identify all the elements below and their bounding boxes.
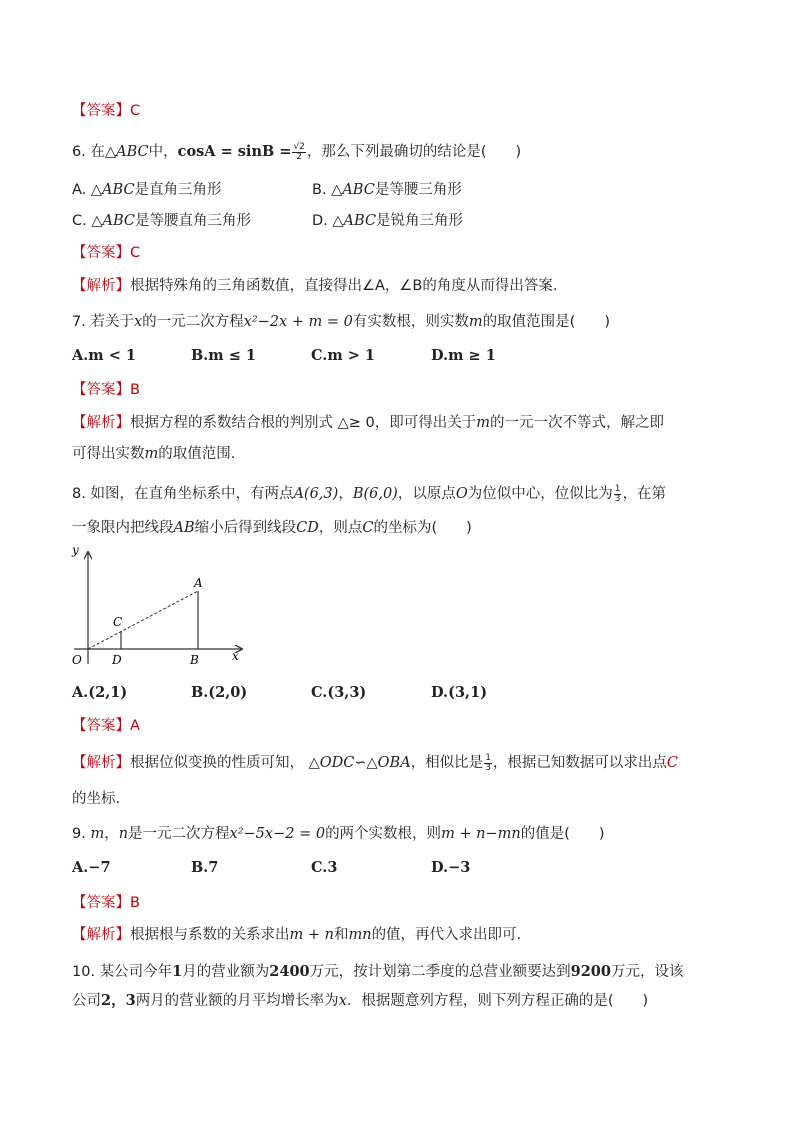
option-a: A.m < 1 bbox=[72, 347, 136, 364]
q9-stem: 9. m，n是一元二次方程x²−5x−2 = 0的两个实数根，则m + n−mn的值是( ) bbox=[72, 826, 605, 842]
math-equation: cosA = sinB = bbox=[177, 143, 292, 160]
analysis-label: 【解析】 bbox=[72, 278, 130, 294]
q8-answer-line: 【答案】A bbox=[72, 718, 140, 734]
q10-stem-cont: 公司2，3两月的营业额的月平均增长率为x．根据题意列方程，则下列方程正确的是( ) bbox=[72, 992, 649, 1009]
point-a-label: A bbox=[194, 576, 203, 590]
answer-label: 【答案】 bbox=[72, 103, 130, 119]
q10-stem: 10. 某公司今年1月的营业额为2400万元，按计划第二季度的总营业额要达到9200万元，设该 bbox=[72, 963, 684, 980]
point-d-label: D bbox=[112, 653, 122, 667]
option-c: C.(3,3) bbox=[311, 684, 367, 701]
q8-analysis: 【解析】根据位似变换的性质可知， △ODC∽△OBA，相似比是 $\frac{1}{3}$ ，根据已知数据可以求出点C bbox=[72, 752, 679, 773]
q9-answer-line: 【答案】B bbox=[72, 895, 140, 911]
q7-answer-line: 【答案】B bbox=[72, 382, 140, 398]
option-d: D.m ≥ 1 bbox=[431, 347, 496, 364]
math-fraction: $\frac{1}{3}$ bbox=[614, 483, 621, 504]
option-c: C. △ABC是等腰直角三角形 bbox=[72, 213, 251, 229]
stem-text: ，那么下列最确切的结论是( ) bbox=[306, 144, 522, 160]
math-fraction: $\frac{1}{3}$ bbox=[485, 752, 491, 773]
q8-stem-cont: 一象限内把线段AB缩小后得到线段CD，则点C的坐标为( ) bbox=[72, 520, 472, 536]
q8-analysis-cont: 的坐标. bbox=[72, 791, 121, 807]
q9-analysis: 【解析】根据根与系数的关系求出m + n和mn的值，再代入求出即可. bbox=[72, 927, 522, 943]
option-b: B. △ABC是等腰三角形 bbox=[312, 182, 462, 198]
q6-stem bbox=[72, 142, 521, 162]
option-d: D.(3,1) bbox=[431, 684, 488, 701]
math-triangle: △ABC bbox=[104, 144, 149, 160]
option-b: B.(2,0) bbox=[191, 684, 248, 701]
point-o-label: O bbox=[72, 653, 82, 667]
question-number: 6. bbox=[72, 144, 86, 160]
stem-text: 中， bbox=[148, 144, 178, 160]
q8-stem: 8. 如图，在直角坐标系中，有两点A(6,3)，B(6,0)，以原点O为位似中心，位似比为 $\frac{1}{3}$ ，在第 bbox=[72, 483, 666, 504]
q6-analysis bbox=[72, 276, 557, 296]
q7-analysis-cont: 可得出实数m的取值范围. bbox=[72, 446, 236, 462]
option-c: C.m > 1 bbox=[311, 347, 376, 364]
option-c: C.3 bbox=[311, 859, 338, 876]
option-a: A.−7 bbox=[72, 859, 111, 876]
option-d: D. △ABC是锐角三角形 bbox=[312, 213, 464, 229]
math-fraction: $\frac{√2}{2}$ bbox=[293, 141, 305, 162]
q5-answer-line bbox=[72, 101, 140, 121]
stem-text: 在 bbox=[90, 144, 105, 160]
segment-oa bbox=[88, 591, 198, 649]
analysis-text: 根据特殊角的三角函数值，直接得出∠A，∠B的角度从而得出答案. bbox=[130, 278, 558, 294]
math-equation: x²−5x−2 = 0 bbox=[229, 826, 326, 842]
answer-value: C bbox=[130, 103, 141, 119]
coordinate-figure bbox=[66, 540, 256, 670]
option-b: B.m ≤ 1 bbox=[191, 347, 256, 364]
option-b: B.7 bbox=[191, 859, 219, 876]
option-a: A. △ABC是直角三角形 bbox=[72, 182, 222, 198]
option-d: D.−3 bbox=[431, 859, 471, 876]
point-b-label: B bbox=[190, 653, 199, 667]
option-a: A.(2,1) bbox=[72, 684, 128, 701]
point-c-label: C bbox=[113, 615, 123, 629]
math-equation: x²−2x + m = 0 bbox=[243, 314, 353, 330]
q7-analysis: 【解析】根据方程的系数结合根的判别式 △≥ 0，即可得出关于m的一元一次不等式，解之即 bbox=[72, 415, 664, 431]
y-axis-label: y bbox=[72, 543, 79, 557]
x-axis-label: x bbox=[232, 649, 239, 663]
q6-answer-line: 【答案】C bbox=[72, 245, 141, 261]
q7-stem: 7. 若关于x的一元二次方程x²−2x + m = 0有实数根，则实数m的取值范围是( ) bbox=[72, 314, 610, 330]
